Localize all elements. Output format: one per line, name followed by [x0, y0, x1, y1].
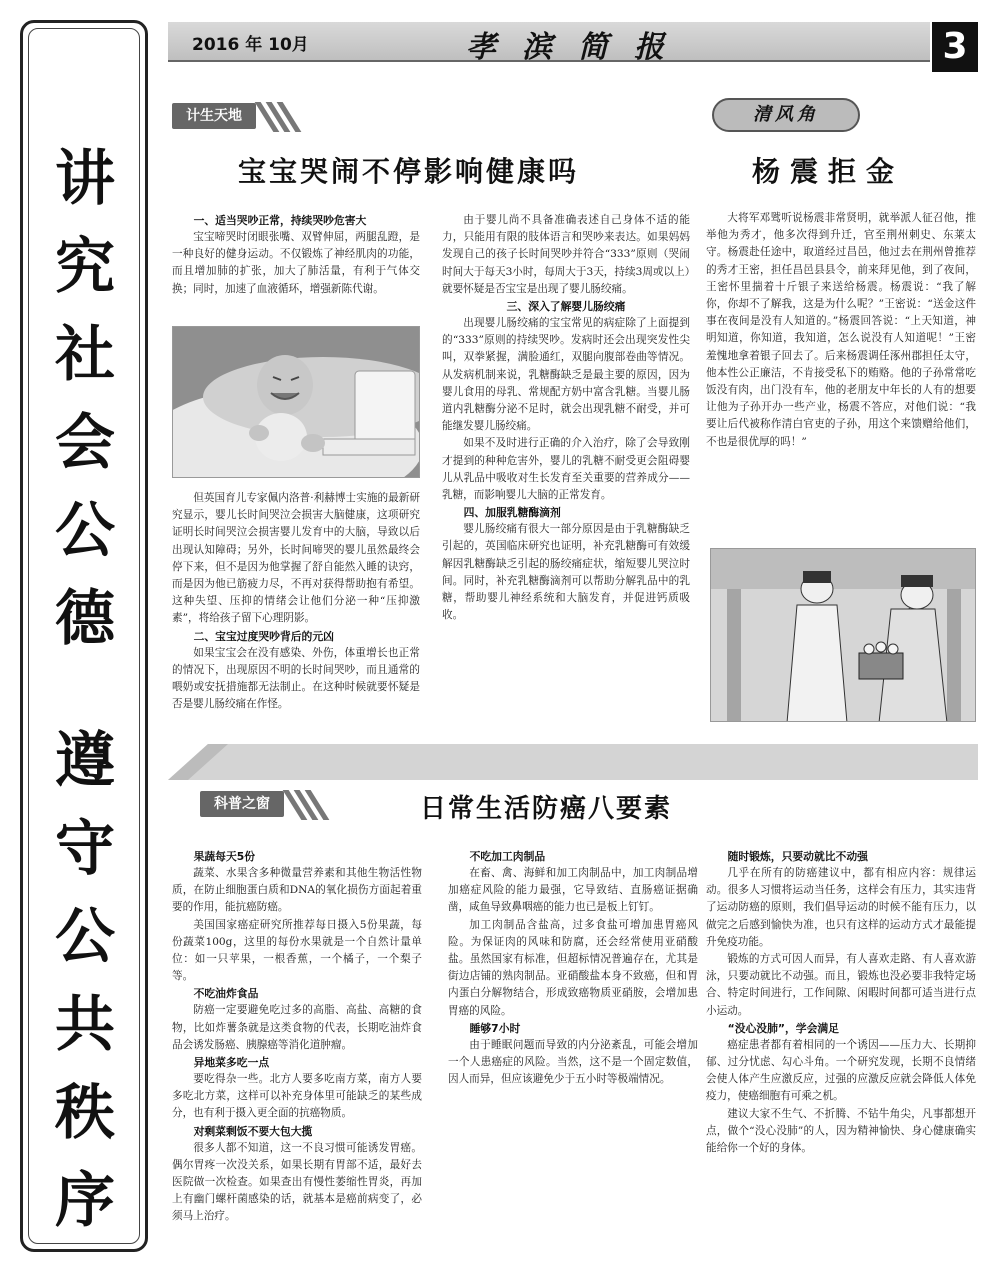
- article2-paragraph: 癌症患者都有着相同的一个诱因——压力大、长期抑郁、过分忧虑、勾心斗角。一个研究发现，长期不良情绪会使人体产生应激反应，过强的应激反应就会降低人体免疫力，使癌细胞有可乘之机。: [706, 1038, 976, 1103]
- article2-paragraph: 建议大家不生气、不折腾、不钻牛角尖，凡事都想开点，做个“没心没肺”的人，因为精神愉快、身心健康确实能给你一个好的身体。: [706, 1107, 976, 1155]
- article1-subhead-1: 一、适当哭吵正常，持续哭吵危害大: [193, 214, 367, 227]
- article-title-cancer-prevention: 日常生活防癌八要素: [420, 794, 673, 824]
- section-slashes: [292, 790, 325, 818]
- article1-column1-continued: [172, 490, 420, 713]
- article3-body: [706, 210, 976, 451]
- section-tag-jisheng: 计生天地: [172, 103, 256, 129]
- slogan-order: 遵守公共秩序: [55, 726, 115, 1236]
- article-title-yangzhen: 杨震拒金: [752, 155, 905, 188]
- article1-subhead-3: 三、深入了解婴儿肠绞痛: [506, 300, 626, 314]
- article2-column1: [172, 848, 422, 1226]
- article1-paragraph: 婴儿肠绞痛有很大一部分原因是由于乳糖酶缺乏引起的，英国临床研究也证明，补充乳糖酶可有效缓解因乳糖酶缺乏引起的肠绞痛症状，缩短婴儿哭泣时间。同时，补充乳糖酶滴剂可以帮助分解乳品中的乳糖，帮助婴儿神经系统和大脑发育，并促进钙质吸收。: [442, 523, 690, 622]
- slogan-panel: [20, 20, 148, 1252]
- article2-subhead: 果蔬每天5份: [193, 850, 256, 863]
- article2-paragraph: 由于睡眠问题而导致的内分泌紊乱，可能会增加一个人患癌症的风险。当然，这不是一个固定数值，因人而异，但应该避免少于五小时等极端情况。: [448, 1038, 698, 1086]
- article2-subhead: “没心没肺”，学会满足: [727, 1021, 839, 1035]
- article2-subhead: 对剩菜剩饭不要大包大揽: [193, 1124, 313, 1138]
- section-header-kepu: [200, 790, 325, 818]
- article2-column2: [448, 848, 698, 1088]
- article1-column1: [172, 212, 420, 298]
- article1-paragraph: 由于婴儿尚不具备准确表述自己身体不适的能力，只能用有限的肢体语言和哭吵来表达。如果妈妈发现自己的孩子长时间哭吵并符合“333”原则（哭闹时间大于每天3小时，每周大于3天，持续3周或以上）就要怀疑是否宝宝是出现了婴儿肠绞痛。: [442, 214, 690, 295]
- article2-column3: [706, 848, 976, 1157]
- slogan-morality: 讲究社会公德: [55, 144, 115, 654]
- section-header-jisheng: [172, 102, 297, 130]
- issue-date: 2016 年 10月: [192, 35, 309, 55]
- yangzhen-illustration-drawing: [711, 549, 976, 722]
- article2-paragraph: 防癌一定要避免吃过多的高脂、高盐、高糖的食物，比如炸薯条就是这类食物的代表，长期吃油炸食品会诱发肠癌、胰腺癌等消化道肿瘤。: [172, 1004, 422, 1051]
- article2-paragraph: 加工肉制品含盐高，过多食盐可增加患胃癌风险。为保证肉的风味和防腐，还会经常使用亚硝酸盐。虽然国家有标准，但超标情况普遍存在，尤其是街边店铺的熟肉制品。亚硝酸盐本身不致癌，但和胃内蛋白分解物结合，形成致癌物质亚硝胺，会增加患胃癌的风险。: [448, 918, 698, 1017]
- article1-subhead-2: 二、宝宝过度哭吵背后的元凶: [193, 629, 334, 643]
- article1-subhead-4: 四、加服乳糖酶滴剂: [463, 506, 561, 520]
- article2-subhead: 随时锻炼，只要动就比不动强: [727, 850, 868, 863]
- section-divider: [168, 740, 978, 780]
- baby-photo-illustration: [173, 327, 420, 478]
- yangzhen-illustration: [710, 548, 976, 722]
- article1-paragraph: 如果宝宝会在没有感染、外伤，体重增长也正常的情况下，出现原因不明的长时间哭吵，而且通常的喂奶或安抚措施都无法制止。在这种时候就要怀疑是否是婴儿肠绞痛在作怪。: [172, 646, 420, 711]
- baby-photo: [172, 326, 420, 478]
- article3-paragraph: 大将军邓骘听说杨震非常贤明，就举派人征召他，推举他为秀才，他多次得到升迁，官至荆州刺史、东莱太守。杨震赴任途中，取道经过昌邑，他过去在荆州曾推荐的秀才王密，担任昌邑县县令，前来拜见他，到了夜间，王密怀里揣着十斤银子来送给杨震。杨震说：“我了解你，你却不了解我，这是为什么呢？”王密说：“送金这件事在夜间是没有人知道的。”杨震回答说：“上天知道，神明知道，你知道，我知道，怎么说没有人知道呢！”王密羞愧地拿着银子回去了。后来杨震调任涿州郡担任太守，他本性公正廉洁，不肯接受私下的贿赂。他的子孙常常吃饭没有肉，出门没有车，他的老朋友中年长的人有的想要让他为子孙开办一些产业，杨震不答应，对他们说：“我要让后代被称作清白官吏的子孙，用这个来馈赠给他们，不也是很优厚的吗！”: [706, 212, 976, 448]
- newspaper-name: 孝滨简报: [466, 30, 690, 65]
- section-tag-kepu: 科普之窗: [200, 791, 284, 817]
- article1-column2: [442, 212, 690, 624]
- section-tag-qingfeng: 清风角: [712, 98, 860, 132]
- article2-subhead: 异地菜多吃一点: [193, 1056, 270, 1070]
- article-title-baby-crying: 宝宝哭闹不停影响健康吗: [238, 155, 580, 188]
- article2-paragraph: 美国国家癌症研究所推荐每日摄入5份果蔬，每份蔬菜100g，这里的每份水果就是一个自然计量单位：如一只苹果，一根香蕉，一个橘子，一个梨子等。: [172, 918, 422, 983]
- article2-paragraph: 要吃得杂一些。北方人要多吃南方菜，南方人要多吃北方菜，这样可以补充身体里可能缺乏的某些成分，也有利于摄入更全面的抗癌物质。: [172, 1073, 422, 1120]
- section-slashes: [264, 102, 297, 130]
- article1-paragraph: 宝宝啼哭时闭眼张嘴、双臂伸屈，两腿乱蹬，是一种良好的健身运动。不仅锻炼了神经肌肉的功能，而且增加肺的扩张，加大了肺活量，有利于气体交换；同时，加速了血液循环，增强新陈代谢。: [172, 231, 420, 295]
- article2-paragraph: 几乎在所有的防癌建议中，都有相应内容：规律运动。很多人习惯将运动当任务，这样会有压力，其实违背了运动防癌的原则，我们倡导运动的时候不能有压力，以做完之后感到愉快为准，也只有这样的运动方式才最能提升免疫功能。: [706, 867, 976, 948]
- article2-paragraph: 很多人都不知道，这一不良习惯可能诱发胃癌。偶尔胃疼一次没关系，如果长期有胃部不适，最好去医院做一次检查。如果查出有慢性萎缩性胃炎，再加上有幽门螺杆菌感染的话，就基本是癌前病变了，必须马上治疗。: [172, 1141, 422, 1223]
- article1-paragraph: 出现婴儿肠绞痛的宝宝常见的病症除了上面提到的“333”原则的持续哭吵。发病时还会出现突发性尖叫，双拳紧握，满脸通红，双腿向腹部卷曲等情况。从发病机制来说，乳糖酶缺乏是最主要的原因，因为婴儿食用的母乳、常规配方奶中富含乳糖。当婴儿肠道内乳糖酶分泌不足时，就会出现乳糖不耐受，并可能继发婴儿肠绞痛。: [442, 317, 690, 433]
- article2-paragraph: 在畜、禽、海鲜和加工肉制品中，加工肉制品增加癌症风险的能力最强，它导致结、直肠癌证据确凿，咸鱼导致鼻咽癌的能力也已是板上钉钉。: [448, 867, 698, 914]
- article2-subhead: 睡够7小时: [469, 1021, 521, 1035]
- article2-subhead: 不吃油炸食品: [193, 987, 259, 1001]
- article2-subhead: 不吃加工肉制品: [469, 850, 546, 863]
- article1-paragraph: 如果不及时进行正确的介入治疗，除了会导致刚才提到的种种危害外，婴儿的乳糖不耐受更会阻碍婴儿从乳品中吸收对生长发育至关重要的营养成分——乳糖，而影响婴儿大脑的正常发育。: [442, 437, 690, 502]
- article2-paragraph: 蔬菜、水果含多种微量营养素和其他生物活性物质，在防止细胞蛋白质和DNA的氧化损伤方面起着重要的作用，能抗癌防癌。: [172, 867, 422, 914]
- article2-paragraph: 锻炼的方式可因人而异，有人喜欢走路、有人喜欢游泳，只要动就比不动强。而且，锻炼也没必要非我特定场合、特定时间进行，工作间隙、闲暇时间都可适当进行点小运动。: [706, 953, 976, 1017]
- article1-paragraph: 但英国育儿专家佩内洛普·利赫博士实施的最新研究显示，婴儿长时间哭泣会损害大脑健康，这项研究证明长时间哭泣会损害婴儿发育中的大脑，导致以后出现认知障碍；另外，长时间啼哭的婴儿虽然最终会停下来，但不是因为他掌握了舒自能然入睡的诀窍，而是因为他已筋疲力尽，不再对获得帮助抱有希望。这种失望、压抑的情绪会让他们分泌一种“压抑激素”，将给孩子留下心理阴影。: [172, 492, 420, 625]
- page-number: 3: [932, 22, 978, 72]
